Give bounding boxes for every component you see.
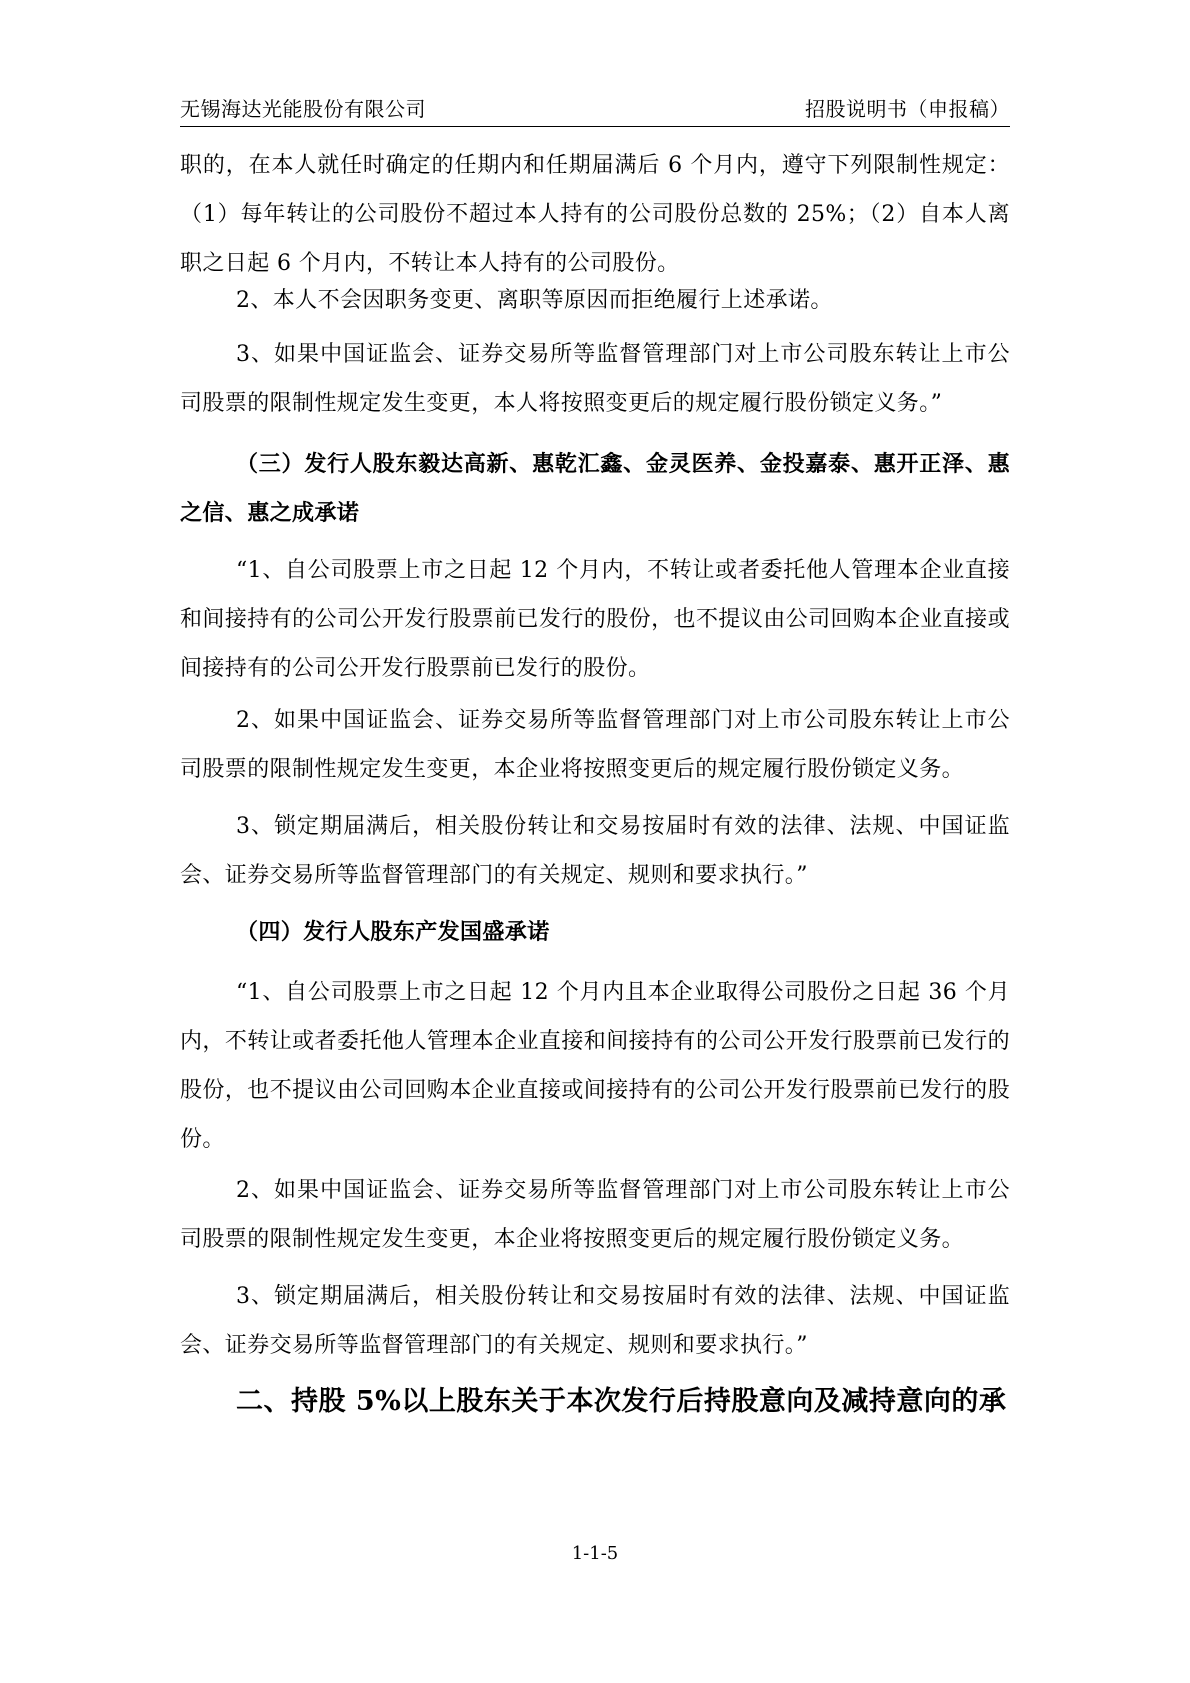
page-number: 1-1-5 <box>571 1543 619 1564</box>
header-document-title: 招股说明书（申报稿） <box>805 97 1010 121</box>
paragraph-after-lockup: 3、锁定期届满后，相关股份转让和交易按届时有效的法律、法规、中国证监会、证券交易所等监督管理部门的有关规定、规则和要求执行。” <box>180 814 1010 888</box>
paragraph-tenure-restrictions: 职的，在本人就任时确定的任期内和任期届满后 6 个月内，遵守下列限制性规定：（1）每年转让的公司股份不超过本人持有的公司股份总数的 25%；（2）自本人离职之日起 6 个月内，不转让本人持有的公司股份。 <box>180 153 1010 276</box>
header-company-name: 无锡海达光能股份有限公司 <box>180 97 426 121</box>
paragraph-regulation-change-2: 2、如果中国证监会、证券交易所等监督管理部门对上市公司股东转让上市公司股票的限制性规定发生变更，本企业将按照变更后的规定履行股份锁定义务。 <box>180 1178 1010 1252</box>
paragraph-commitment-3: 3、如果中国证监会、证券交易所等监督管理部门对上市公司股东转让上市公司股票的限制性规定发生变更，本人将按照变更后的规定履行股份锁定义务。” <box>180 342 1010 416</box>
page-header <box>180 96 1010 127</box>
paragraph-commitment-2: 2、本人不会因职务变更、离职等原因而拒绝履行上述承诺。 <box>236 288 833 313</box>
paragraph-after-lockup-2: 3、锁定期届满后，相关股份转让和交易按届时有效的法律、法规、中国证监会、证券交易所等监督管理部门的有关规定、规则和要求执行。” <box>180 1284 1010 1358</box>
section-title: 二、持股 5%以上股东关于本次发行后持股意向及减持意向的承 <box>236 1386 1007 1417</box>
subsection-heading-4: （四）发行人股东产发国盛承诺 <box>236 919 550 945</box>
paragraph-lockup-36-months: “1、自公司股票上市之日起 12 个月内且本企业取得公司股份之日起 36 个月内，不转让或者委托他人管理本企业直接和间接持有的公司公开发行股票前已发行的股份，也不提议由公司回购本企业直接或间接持有的公司公开发行股票前已发行的股份。 <box>180 980 1010 1152</box>
paragraph-lockup-12-months: “1、自公司股票上市之日起 12 个月内，不转让或者委托他人管理本企业直接和间接持有的公司公开发行股票前已发行的股份，也不提议由公司回购本企业直接或间接持有的公司公开发行股票前已发行的股份。 <box>180 558 1010 681</box>
paragraph-regulation-change: 2、如果中国证监会、证券交易所等监督管理部门对上市公司股东转让上市公司股票的限制性规定发生变更，本企业将按照变更后的规定履行股份锁定义务。 <box>180 708 1010 782</box>
subsection-heading-3: （三）发行人股东毅达高新、惠乾汇鑫、金灵医养、金投嘉泰、惠开正泽、惠之信、惠之成承诺 <box>180 451 1010 526</box>
